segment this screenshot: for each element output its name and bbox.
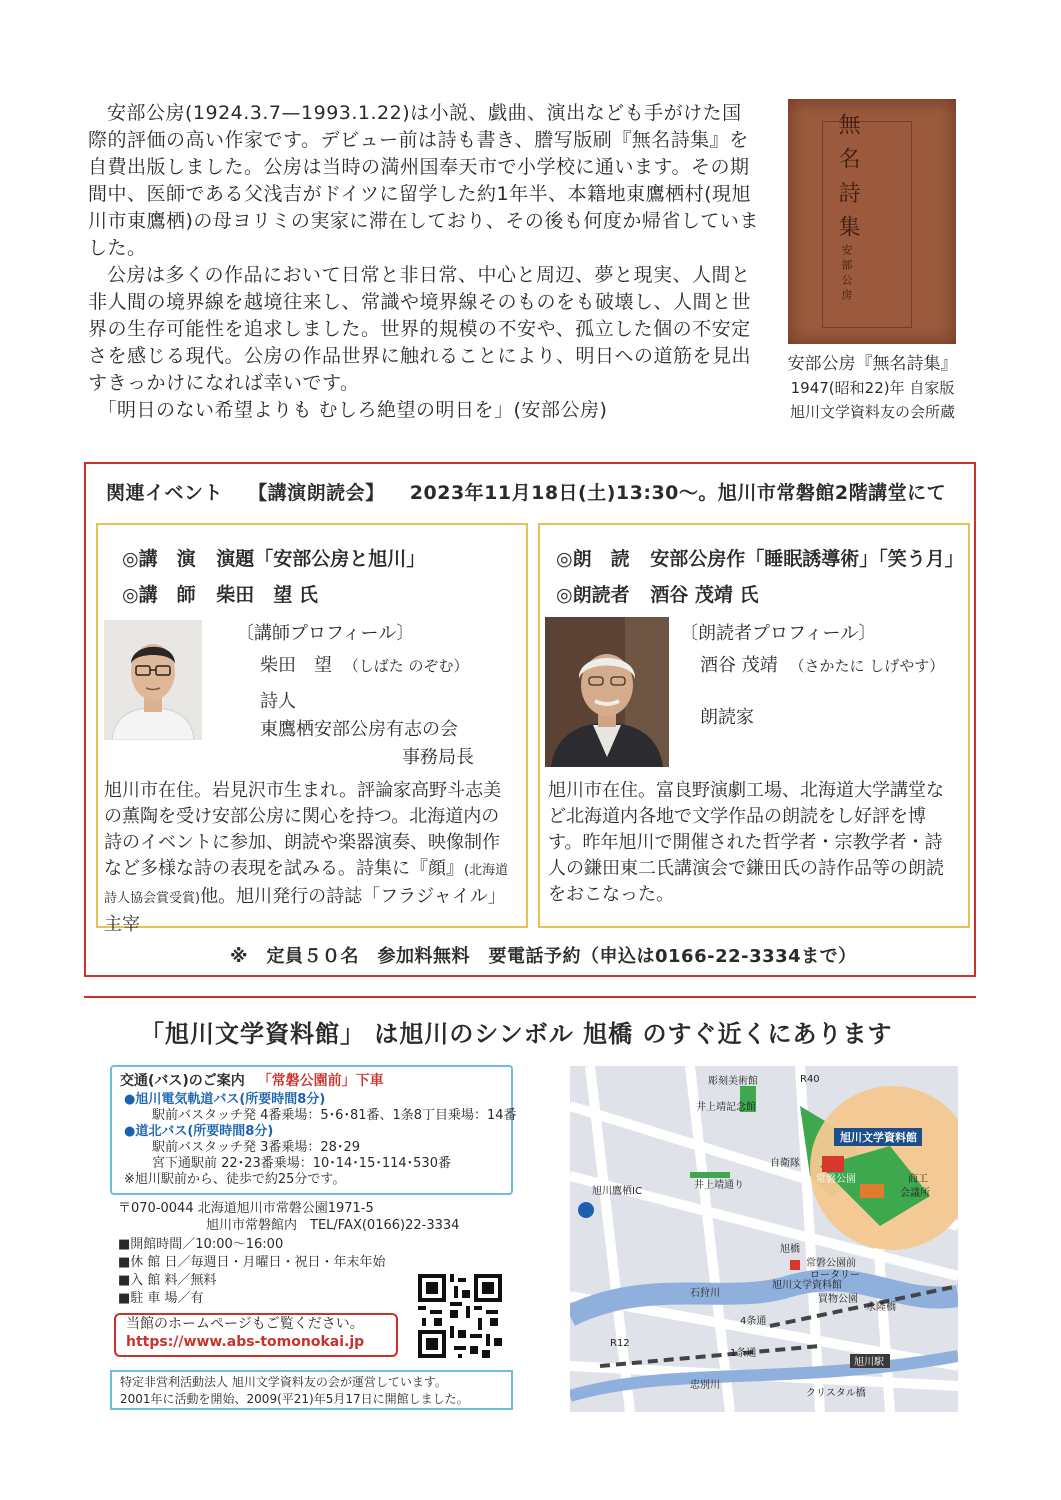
walk-note: ※旭川駅前から、徒歩で約25分です。 (124, 1172, 346, 1187)
address-line-2: 旭川市常磐館内 TEL/FAX(0166)22-3334 (206, 1218, 460, 1233)
lecturer-profile-reading: （しばた のぞむ） (343, 657, 469, 675)
lecturer-name: 柴田 望 氏 (216, 584, 318, 606)
lecturer-label: ◎講 師 (122, 584, 196, 606)
book-caption-year: 1947(昭和22)年 自家版 (790, 379, 955, 397)
map-label-tokiwa-park: 常磐公園 (816, 1174, 856, 1185)
lecturer-desc-main: 旭川市在住。岩見沢市生まれ。評論家高野斗志美の薫陶を受け安部公房に関心を持つ。北海道内の詩のイベントに参加、朗読や楽器演奏、映像制作など多様な詩の表現を試みる。詩集に『顔』 (104, 780, 502, 879)
book-cover-author: 安部公房 (840, 244, 853, 304)
map-label-r12: R12 (610, 1338, 630, 1349)
map-label-shoko: 商工 (908, 1174, 928, 1185)
reading-line (556, 544, 964, 571)
map-label-r40: R40 (800, 1074, 820, 1085)
address-line-1: 〒070-0044 北海道旭川市常磐公園1971-5 (118, 1201, 374, 1216)
website-url[interactable]: https://www.abs-tomonokai.jp (126, 1334, 365, 1350)
npo-line-2: 2001年に活動を開始、2009(平21)年5月17日に開館しました。 (120, 1392, 469, 1406)
opening-hours: ■開館時間／10:00～16:00 (118, 1237, 284, 1252)
intro-paragraph-1: 安部公房(1924.3.7—1993.1.22)は小説、戯曲、演出なども手がけた国際的評価の高い作家です。デビュー前は詩も書き、謄写版刷『無名詩集』を自費出版しました。公房は当時の満州国奉天市で小学校に通います。その期間中、医師である父浅吉がドイツに留学した約1年半、本籍地東鷹栖村(現旭川市東鷹栖)の母ヨリミの実家に滞在しており、その後も何度か帰省していました。 (88, 102, 759, 259)
lecturer-profile-name: 柴田 望 (260, 655, 332, 676)
intro-quote: 「明日のない希望よりも むしろ絶望の明日を」(安部公房) (97, 399, 608, 421)
admission-fee: ■入 館 料／無料 (118, 1273, 217, 1288)
bus-line-2-detail-1: 駅前バスタッチ発 3番乗場：28･29 (152, 1140, 360, 1155)
reading-label: ◎朗 読 (556, 548, 630, 570)
intro-text (88, 100, 760, 424)
lecturer-profile-heading: 〔講師プロフィール〕 (236, 623, 415, 644)
reader-description: 旭川市在住。富良野演劇工場、北海道大学講堂など北海道内各地で文学作品の朗読をし好評を博す。昨年旭川で開催された哲学者・宗教学者・詩人の鎌田東二氏講演会で鎌田氏の詩作品等の朗読をおこなった。 (548, 780, 944, 905)
lecturer-line (122, 580, 318, 607)
map-label-ic: 旭川鷹栖IC (592, 1186, 642, 1197)
reader-role: 朗読家 (700, 707, 754, 728)
book-caption-title: 安部公房『無名詩集』 (787, 354, 958, 374)
map-label-kaigisho: 会議所 (900, 1188, 930, 1199)
lecturer-profile (236, 620, 474, 772)
book-caption (770, 352, 975, 424)
lecturer-role-poet: 詩人 (260, 691, 296, 712)
reader-profile-name: 酒谷 茂靖 (700, 655, 778, 676)
intro-paragraph-2: 公房は多くの作品において日常と非日常、中心と周辺、夢と現実、人間と非人間の境界線を越境往来し、常識や境界線そのものをも破壊し、人間と世界の生存可能性を追求しました。世界的規模の不安や、孤立した個の不安定さを感じる現代。公房の作品世界に触れることにより、明日への道筋を見出すきっかけになれば幸いです。 (88, 264, 752, 394)
bus-line-1-detail: 駅前バスタッチ発 4番乗場：5･6･81番、1条8丁目乗場：14番 (152, 1108, 517, 1123)
parking: ■駐 車 場／有 (118, 1291, 204, 1306)
lecturer-description (104, 778, 514, 938)
address (118, 1200, 459, 1234)
lecturer-desc-end: 他。旭川発行の詩誌「フラジャイル」主宰 (104, 886, 506, 935)
lecturer-desc-award: (北海道詩人協会賞受賞) (104, 863, 509, 906)
event-type: 【講演朗読会】 (248, 482, 385, 504)
qr-code-icon[interactable] (414, 1270, 506, 1362)
access-map (570, 1066, 958, 1412)
reader-name: 酒谷 茂靖 氏 (650, 584, 759, 606)
lecture-line (122, 544, 425, 571)
bus-line-2-detail-2: 宮下通駅前 22･23番乗場：10･14･15･114･530番 (152, 1156, 451, 1171)
map-label-jieitai: 自衛隊 (770, 1158, 800, 1169)
map-label-inoue-museum: 井上靖記念館 (696, 1102, 756, 1113)
map-label-chubetsu: 忠別川 (690, 1380, 720, 1391)
map-label-ishikari: 石狩川 (690, 1288, 720, 1299)
map-label-crystal: クリスタル橋 (806, 1388, 866, 1399)
lecture-label: ◎講 演 (122, 548, 196, 570)
map-label-asahibashi: 旭橋 (780, 1244, 800, 1255)
book-caption-owner: 旭川文学資料友の会所蔵 (789, 403, 955, 421)
lecturer-role-group: 東鷹栖安部公房有志の会 (260, 719, 458, 740)
section-divider (84, 996, 976, 998)
reader-photo (545, 617, 669, 767)
museum-info (118, 1236, 386, 1308)
website-box (114, 1313, 398, 1357)
lecturer-role-title: 事務局長 (402, 747, 474, 768)
map-label-inoue-street: 井上靖通り (694, 1180, 744, 1191)
website-text: 当館のホームページもご覧ください。 (126, 1316, 364, 1332)
reader-line (556, 580, 758, 607)
bus-line-1: ●旭川電気軌道バス(所要時間8分) (124, 1092, 326, 1107)
map-label-rotary: ロータリー (810, 1270, 860, 1281)
map-label-eiwa: 永隆橋 (866, 1302, 896, 1313)
reading-title: 安部公房作「睡眠誘導術」「笑う月」 (650, 548, 964, 570)
event-datetime: 2023年11月18日(土)13:30～。旭川市常磐館2階講堂にて (409, 482, 947, 504)
reader-label: ◎朗読者 (556, 584, 630, 606)
npo-line-1: 特定非営利活動法人 旭川文学資料友の会が運営しています。 (120, 1375, 447, 1389)
bus-line-2: ●道北バス(所要時間8分) (124, 1124, 274, 1139)
event-header (106, 478, 946, 505)
map-label-4jou: 4条通 (740, 1316, 767, 1327)
access-title-line (120, 1073, 384, 1089)
map-label-tokiwakoen-mae: 常磐公園前 (806, 1258, 856, 1269)
npo-info (110, 1370, 513, 1410)
event-notice: ※ 定員５０名 参加料無料 要電話予約（申込は0166-22-3334まで） (230, 946, 857, 967)
map-label-museum-small: 旭川文学資料館 (772, 1280, 842, 1291)
map-label-station: 旭川駅 (854, 1357, 884, 1368)
event-label: 関連イベント (106, 482, 224, 504)
access-stop: 「常磐公園前」下車 (257, 1073, 384, 1089)
lecture-title: 演題「安部公房と旭川」 (216, 548, 426, 570)
location-slogan: 「旭川文学資料館」 は旭川のシンボル 旭橋 のすぐ近くにあります (140, 1020, 893, 1048)
closed-days: ■休 館 日／毎週日・月曜日・祝日・年末年始 (118, 1255, 386, 1270)
reader-profile-heading: 〔朗読者プロフィール〕 (680, 623, 877, 644)
lecturer-photo (104, 620, 202, 740)
map-label-museum: 旭川文学資料館 (840, 1131, 917, 1144)
access-title: 交通(バス)のご案内 (120, 1073, 245, 1089)
map-label-sculpture-museum: 彫刻美術館 (708, 1076, 758, 1087)
book-cover-title: 無名詩集 (835, 113, 860, 249)
reader-profile-reading: （さかたに しげやす） (789, 657, 945, 675)
book-cover-image (788, 99, 956, 344)
map-label-kaimono: 買物公園 (818, 1294, 858, 1305)
reader-profile (680, 620, 944, 732)
map-label-1jou: 1条通 (730, 1348, 757, 1359)
